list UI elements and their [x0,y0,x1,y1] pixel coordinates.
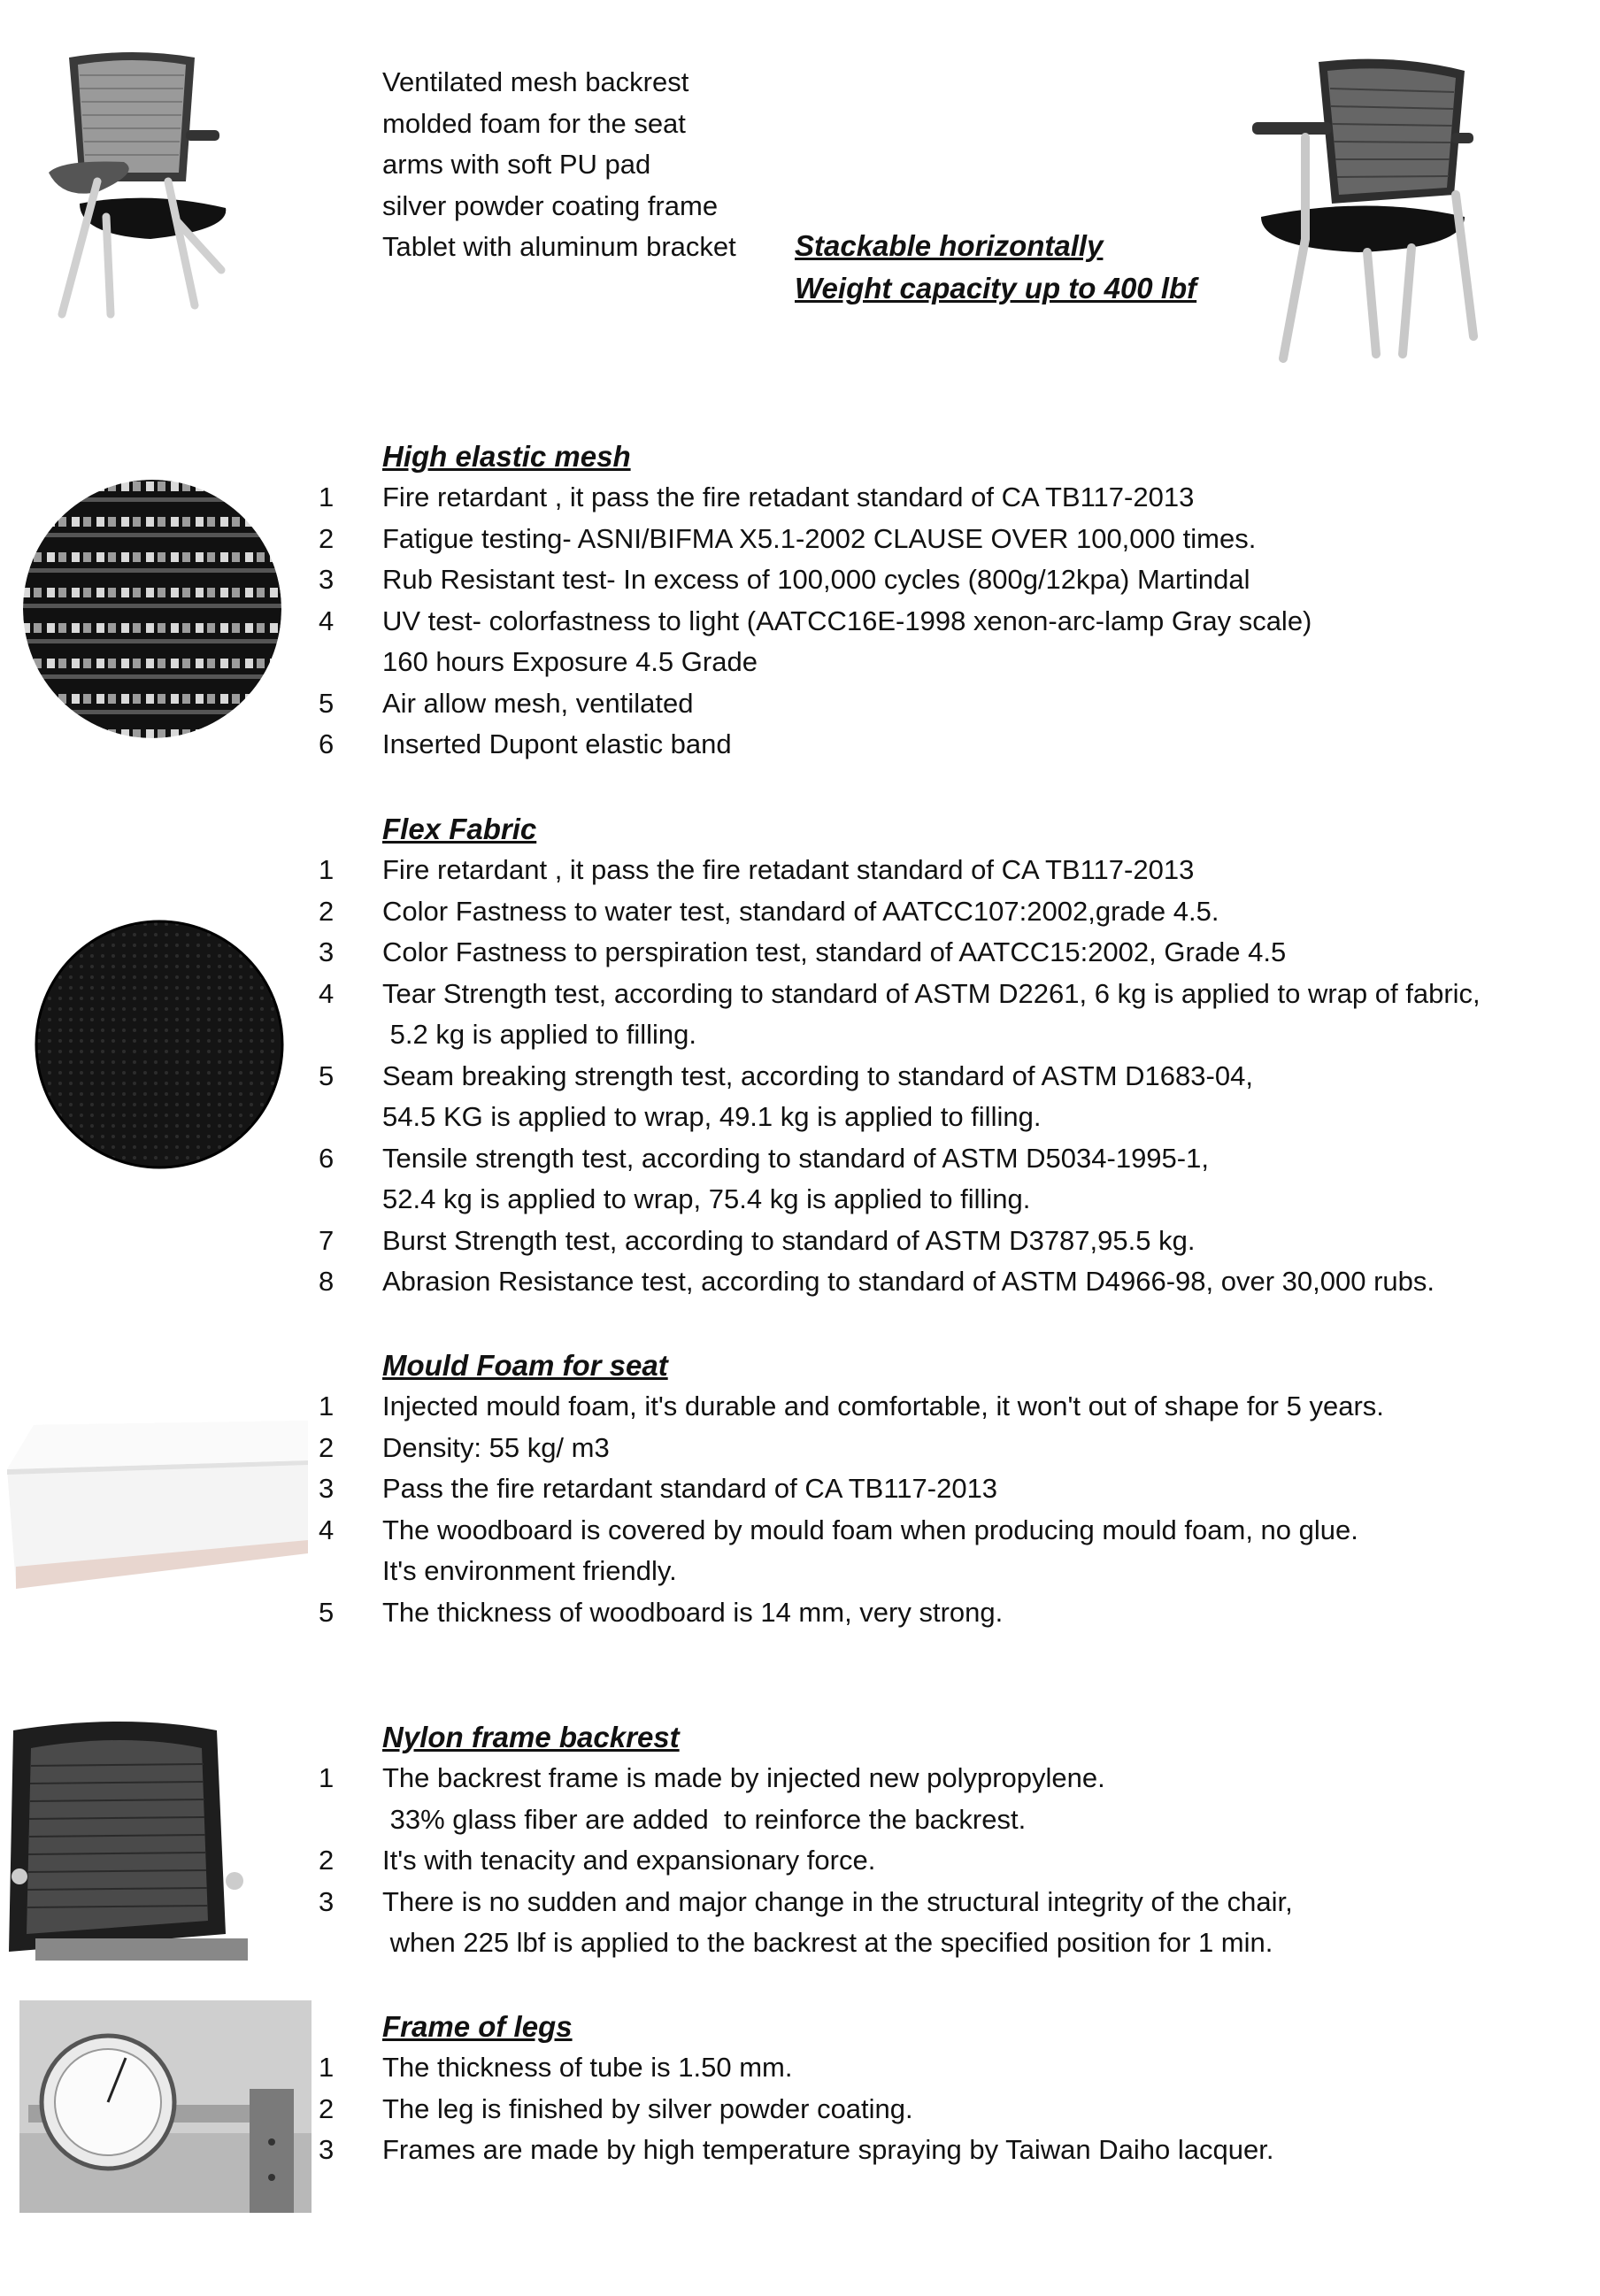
list-item [319,1882,1558,1923]
item-number [319,1551,382,1592]
list-item [319,1097,1558,1138]
section-nylon-frame-backrest [319,1716,1558,1964]
item-number: 3 [319,936,335,967]
feature-item: Tablet with aluminum bracket [382,231,736,262]
item-number [319,1014,382,1056]
item-number: 5 [319,1059,335,1091]
list-item [319,1138,1558,1180]
item-number: 5 [319,1596,335,1628]
item-number: 3 [319,1473,335,1504]
list-item [319,974,1558,1015]
item-number [319,1799,382,1841]
item-text: It's with tenacity and expansionary force. [382,1845,876,1876]
list-item [319,1758,1558,1799]
item-number: 4 [319,605,335,636]
item-text: Fatigue testing- ASNI/BIFMA X5.1-2002 CLAUSE OVER 100,000 times. [382,522,1257,554]
item-number: 3 [319,1885,335,1917]
feature-item: molded foam for the seat [382,107,686,139]
item-number [319,1922,382,1964]
item-text: The woodboard is covered by mould foam when producing mould foam, no glue. [382,1514,1358,1545]
list-item [319,559,1558,601]
item-text: when 225 lbf is applied to the backrest at the specified position for 1 min. [382,1927,1273,1958]
item-number: 5 [319,687,335,719]
list-item [319,850,1558,891]
highlight-block [795,225,1196,310]
item-number [319,1097,382,1138]
item-number: 4 [319,1514,335,1545]
highlight-weight-capacity: Weight capacity up to 400 lbf [795,272,1197,304]
item-number: 6 [319,728,335,759]
list-item [319,683,1558,725]
item-number: 1 [319,1391,335,1422]
item-text: It's environment friendly. [382,1555,677,1586]
item-text: Tensile strength test, according to standard of ASTM D5034-1995-1, [382,1142,1209,1174]
item-number: 1 [319,854,335,885]
section-flex-fabric [319,808,1558,1303]
feature-item: Ventilated mesh backrest [382,66,689,97]
item-text: Tear Strength test, according to standard of ASTM D2261, 6 kg is applied to wrap of fabric, [382,977,1481,1009]
item-number: 8 [319,1266,335,1297]
list-item [319,1014,1558,1056]
item-text: Seam breaking strength test, according to standard of ASTM D1683-04, [382,1059,1253,1091]
section-frame-of-legs [319,2006,1558,2171]
item-text: 54.5 KG is applied to wrap, 49.1 kg is applied to filling. [382,1101,1042,1132]
item-number: 6 [319,1142,335,1174]
list-item [319,642,1558,683]
item-text: 52.4 kg is applied to wrap, 75.4 kg is applied to filling. [382,1183,1031,1214]
item-text: Fire retardant , it pass the fire retadant standard of CA TB117-2013 [382,482,1195,512]
item-text: Color Fastness to perspiration test, standard of AATCC15:2002, Grade 4.5 [382,936,1287,967]
flex-fabric-sample-photo [34,919,285,1170]
item-text: Color Fastness to water test, standard of AATCC107:2002,grade 4.5. [382,895,1219,927]
item-text: Injected mould foam, it's durable and comfortable, it won't out of shape for 5 years. [382,1391,1384,1422]
item-text: Frames are made by high temperature spraying by Taiwan Daiho lacquer. [382,2134,1274,2165]
list-item [319,1261,1558,1303]
item-text: There is no sudden and major change in the structural integrity of the chair, [382,1885,1293,1917]
item-text: Rub Resistant test- In excess of 100,000 cycles (800g/12kpa) Martindal [382,564,1250,595]
section-title: High elastic mesh [382,440,631,473]
item-number: 2 [319,1845,335,1876]
list-item [319,519,1558,560]
item-text: Inserted Dupont elastic band [382,728,732,759]
section-title: Flex Fabric [382,813,537,845]
leg-frame-caliper-photo [19,2000,312,2213]
chair-without-tablet-photo [1235,53,1491,372]
list-item [319,601,1558,643]
item-text: The leg is finished by silver powder coating. [382,2092,913,2124]
list-item [319,1510,1558,1552]
list-item [319,477,1558,519]
item-number: 3 [319,564,335,595]
section-title: Nylon frame backrest [382,1721,680,1753]
list-item [319,1922,1558,1964]
item-text: Pass the fire retardant standard of CA TB117-2013 [382,1473,998,1504]
list-item [319,1592,1558,1634]
list-item [319,2130,1558,2171]
item-number: 7 [319,1224,335,1256]
item-number: 3 [319,2134,335,2165]
item-number: 2 [319,2092,335,2124]
list-item [319,1179,1558,1221]
section-title: Frame of legs [382,2010,573,2043]
section-title: Mould Foam for seat [382,1349,668,1382]
item-number: 2 [319,522,335,554]
item-text: The thickness of tube is 1.50 mm. [382,2052,793,2083]
feature-list [382,62,736,268]
item-text: Fire retardant , it pass the fire retadant standard of CA TB117-2013 [382,854,1195,885]
list-item [319,1551,1558,1592]
mesh-sample-photo [19,476,285,742]
feature-item: arms with soft PU pad [382,149,651,180]
item-number [319,1179,382,1221]
list-item [319,1840,1558,1882]
item-number: 2 [319,1431,335,1463]
chair-with-tablet-photo [44,49,239,332]
list-item [319,1428,1558,1469]
list-item [319,891,1558,933]
item-number: 1 [319,2052,335,2083]
item-number: 4 [319,977,335,1009]
item-text: The thickness of woodboard is 14 mm, very strong. [382,1596,1004,1628]
nylon-backrest-photo [0,1713,257,1965]
list-item [319,1221,1558,1262]
item-text: 160 hours Exposure 4.5 Grade [382,646,758,677]
item-text: Density: 55 kg/ m3 [382,1431,610,1463]
item-text: Burst Strength test, according to standard of ASTM D3787,95.5 kg. [382,1224,1196,1256]
mould-foam-photo [7,1416,308,1593]
item-text: Abrasion Resistance test, according to standard of ASTM D4966-98, over 30,000 rubs. [382,1266,1435,1297]
item-text: The backrest frame is made by injected new polypropylene. [382,1762,1105,1793]
item-number [319,642,382,683]
list-item [319,2047,1558,2089]
feature-item: silver powder coating frame [382,189,719,221]
item-text: UV test- colorfastness to light (AATCC16E-1998 xenon-arc-lamp Gray scale) [382,605,1312,636]
highlight-stackable: Stackable horizontally [795,229,1104,262]
item-text: 33% glass fiber are added to reinforce the backrest. [382,1803,1027,1835]
list-item [319,932,1558,974]
section-mould-foam [319,1344,1558,1633]
list-item [319,1468,1558,1510]
list-item [319,1386,1558,1428]
list-item [319,724,1558,766]
section-high-elastic-mesh [319,435,1558,766]
item-text: Air allow mesh, ventilated [382,687,694,719]
item-number: 1 [319,1762,335,1793]
item-text: 5.2 kg is applied to filling. [382,1019,696,1050]
list-item [319,2089,1558,2130]
item-number: 1 [319,482,335,512]
list-item [319,1799,1558,1841]
list-item [319,1056,1558,1098]
item-number: 2 [319,895,335,927]
